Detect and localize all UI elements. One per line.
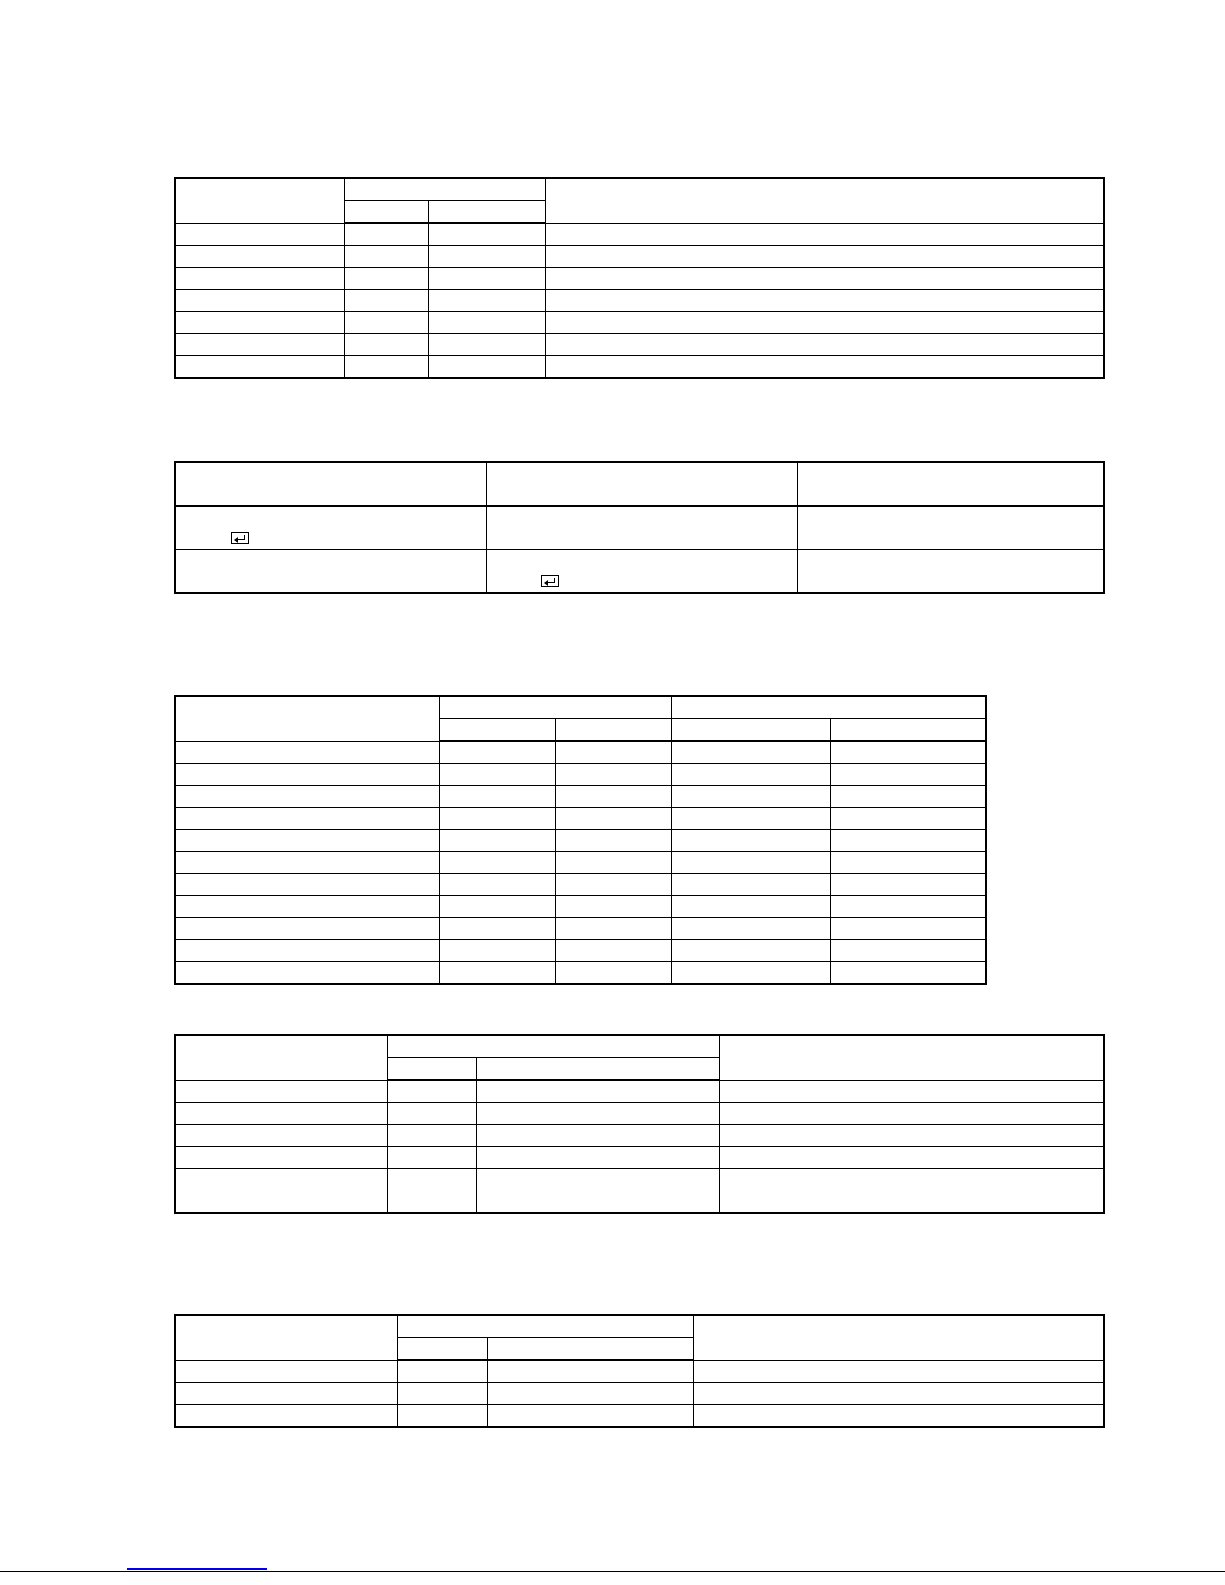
table-cell (344, 312, 428, 334)
header-cell (693, 1315, 1104, 1360)
table-row (175, 962, 986, 985)
table-cell (671, 786, 830, 808)
table-cell (830, 741, 986, 764)
table-cell (487, 1360, 693, 1383)
table-3 (174, 695, 987, 985)
table-cell (387, 1103, 476, 1125)
header-cell (344, 201, 428, 224)
table-cell (175, 741, 439, 764)
table-cell (555, 940, 671, 962)
table-cell (428, 356, 545, 379)
table-cell (830, 874, 986, 896)
table-cell (175, 268, 344, 290)
table-cell (830, 808, 986, 830)
header-cell (387, 1058, 476, 1081)
header-cell (344, 178, 545, 201)
table-cell (545, 246, 1104, 268)
table-cell (175, 1147, 387, 1169)
table-row (175, 1103, 1104, 1125)
table-cell (439, 786, 555, 808)
table-row (175, 268, 1104, 290)
table-row (175, 290, 1104, 312)
table-cell (428, 290, 545, 312)
table-cell (175, 290, 344, 312)
table-cell (439, 764, 555, 786)
table-cell (476, 1147, 719, 1169)
table-cell (555, 874, 671, 896)
table-cell (439, 896, 555, 918)
table-row (175, 852, 986, 874)
header-cell (797, 462, 1104, 506)
table-cell (175, 962, 439, 985)
table-row (175, 764, 986, 786)
table-cell (671, 852, 830, 874)
table-cell (344, 290, 428, 312)
table-row (175, 808, 986, 830)
header-cell (397, 1315, 693, 1338)
table-cell (175, 1383, 397, 1405)
table-cell (387, 1080, 476, 1103)
table-cell (175, 896, 439, 918)
table-cell (175, 940, 439, 962)
table-cell (486, 506, 797, 550)
header-cell (175, 462, 486, 506)
table-cell (545, 312, 1104, 334)
table-row (175, 550, 1104, 594)
table-row (175, 1360, 1104, 1383)
header-cell (397, 1338, 487, 1361)
table-row (175, 940, 986, 962)
table-cell (555, 786, 671, 808)
table-cell (428, 334, 545, 356)
table-cell (439, 918, 555, 940)
table-cell (545, 334, 1104, 356)
header-cell (175, 1315, 397, 1360)
table-cell (175, 506, 486, 550)
header-cell (487, 1338, 693, 1361)
table-cell (175, 334, 344, 356)
table-cell (175, 918, 439, 940)
table-cell (344, 356, 428, 379)
table-cell (830, 896, 986, 918)
table-row (175, 830, 986, 852)
header-cell (830, 719, 986, 742)
table-cell (671, 808, 830, 830)
table-cell (175, 246, 344, 268)
enter-key-icon (541, 575, 559, 587)
table-cell (397, 1383, 487, 1405)
table-cell (428, 312, 545, 334)
table-cell (555, 962, 671, 985)
table-cell (397, 1405, 487, 1428)
table-cell (671, 741, 830, 764)
table-cell (671, 874, 830, 896)
table-cell (693, 1383, 1104, 1405)
table-cell (555, 896, 671, 918)
footer-link[interactable] (127, 1568, 267, 1570)
table-cell (830, 918, 986, 940)
table-cell (175, 312, 344, 334)
table-cell (555, 741, 671, 764)
table-cell (344, 246, 428, 268)
table-cell (175, 356, 344, 379)
table-cell (344, 223, 428, 246)
table-row (175, 874, 986, 896)
table-cell (387, 1125, 476, 1147)
header-cell (671, 719, 830, 742)
table-cell (175, 874, 439, 896)
header-cell (387, 1035, 719, 1058)
table-cell (397, 1360, 487, 1383)
table-row (175, 1405, 1104, 1428)
footer-divider (0, 1571, 1225, 1572)
table-row (175, 918, 986, 940)
table-row (175, 741, 986, 764)
table-row (175, 356, 1104, 379)
table-cell (387, 1169, 476, 1214)
table-cell (545, 223, 1104, 246)
table-cell (439, 940, 555, 962)
table-cell (175, 1169, 387, 1214)
table-cell (175, 223, 344, 246)
table-cell (175, 764, 439, 786)
header-cell (555, 719, 671, 742)
header-cell (719, 1035, 1104, 1080)
table-cell (830, 852, 986, 874)
header-cell (476, 1058, 719, 1081)
table-cell (555, 852, 671, 874)
table-cell (545, 268, 1104, 290)
table-cell (428, 223, 545, 246)
table-row (175, 1125, 1104, 1147)
table-cell (671, 764, 830, 786)
table-row (175, 1147, 1104, 1169)
table-cell (439, 962, 555, 985)
table-cell (555, 830, 671, 852)
table-cell (830, 830, 986, 852)
table-cell (344, 334, 428, 356)
table-header-row (175, 696, 986, 719)
table-cell (671, 962, 830, 985)
table-cell (439, 874, 555, 896)
table-1 (174, 177, 1105, 379)
table-row (175, 896, 986, 918)
table-cell (175, 808, 439, 830)
table-cell (175, 1125, 387, 1147)
table-header-row (175, 1035, 1104, 1058)
table-cell (797, 550, 1104, 594)
header-cell (428, 201, 545, 224)
table-4 (174, 1034, 1105, 1214)
table-row (175, 334, 1104, 356)
table-cell (175, 1080, 387, 1103)
table-cell (476, 1103, 719, 1125)
table-header-row (175, 1315, 1104, 1338)
header-cell (439, 696, 671, 719)
table-cell (175, 852, 439, 874)
table-cell (545, 356, 1104, 379)
header-cell (671, 696, 986, 719)
table-cell (487, 1405, 693, 1428)
table-cell (175, 1360, 397, 1383)
table-row (175, 1383, 1104, 1405)
table-cell (487, 1383, 693, 1405)
header-cell (486, 462, 797, 506)
table-cell (344, 268, 428, 290)
table-cell (719, 1080, 1104, 1103)
table-cell (439, 741, 555, 764)
table-cell (693, 1360, 1104, 1383)
table-5 (174, 1314, 1105, 1428)
header-cell (175, 178, 344, 223)
table-cell (439, 808, 555, 830)
table-cell (555, 918, 671, 940)
table-cell (671, 918, 830, 940)
table-cell (175, 550, 486, 594)
table-cell (175, 830, 439, 852)
table-cell (476, 1080, 719, 1103)
table-cell (671, 940, 830, 962)
table-cell (175, 1405, 397, 1428)
table-cell (719, 1103, 1104, 1125)
table-row (175, 1169, 1104, 1214)
table-header-row (175, 462, 1104, 506)
table-cell (693, 1405, 1104, 1428)
table-cell (719, 1125, 1104, 1147)
table-cell (476, 1169, 719, 1214)
table-cell (545, 290, 1104, 312)
table-2 (174, 461, 1105, 594)
table-cell (671, 896, 830, 918)
table-cell (830, 940, 986, 962)
table-cell (175, 1103, 387, 1125)
table-cell (830, 764, 986, 786)
table-cell (476, 1125, 719, 1147)
table-cell (830, 786, 986, 808)
table-cell (671, 830, 830, 852)
table-header-row (175, 178, 1104, 201)
table-cell (439, 852, 555, 874)
table-cell (428, 246, 545, 268)
table-row (175, 246, 1104, 268)
enter-key-icon (231, 532, 249, 544)
header-cell (175, 1035, 387, 1080)
table-cell (555, 808, 671, 830)
header-cell (545, 178, 1104, 223)
table-cell (428, 268, 545, 290)
table-row (175, 223, 1104, 246)
table-cell (797, 506, 1104, 550)
table-row (175, 312, 1104, 334)
header-cell (175, 696, 439, 741)
table-row (175, 1080, 1104, 1103)
table-row (175, 786, 986, 808)
table-cell (719, 1147, 1104, 1169)
table-row (175, 506, 1104, 550)
table-cell (486, 550, 797, 594)
table-cell (555, 764, 671, 786)
header-cell (439, 719, 555, 742)
table-cell (175, 786, 439, 808)
table-cell (387, 1147, 476, 1169)
table-cell (719, 1169, 1104, 1214)
table-cell (439, 830, 555, 852)
table-cell (830, 962, 986, 985)
